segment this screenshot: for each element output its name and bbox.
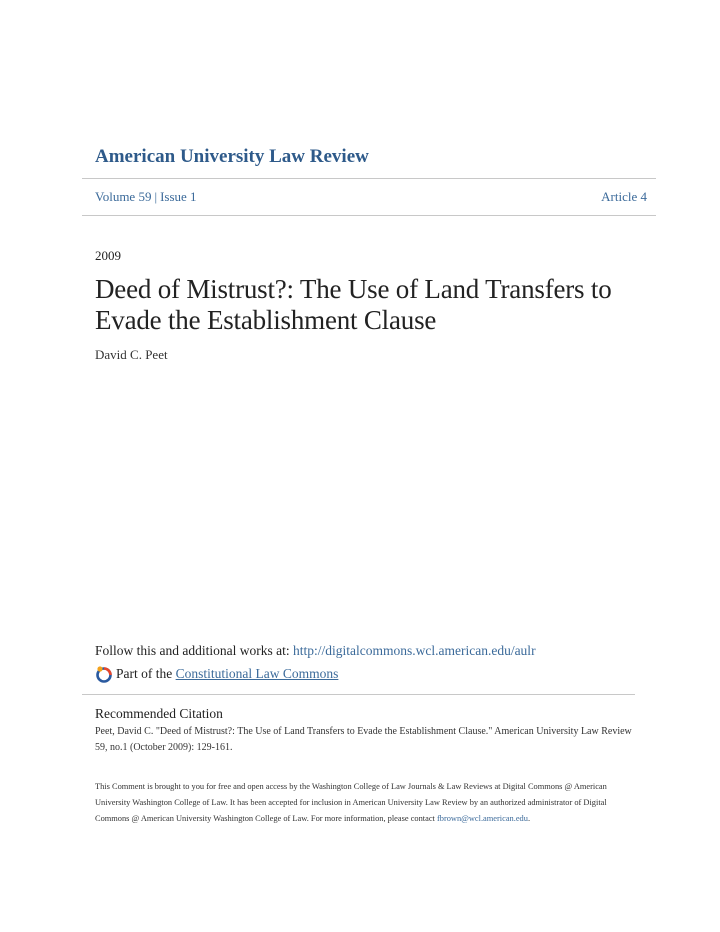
top-divider	[82, 178, 656, 179]
recommended-citation-heading: Recommended Citation	[95, 706, 223, 721]
part-of-prefix: Part of the	[116, 666, 173, 681]
volume-issue	[95, 189, 197, 205]
publication-year: 2009	[95, 248, 121, 263]
volume-link[interactable]: Volume 59	[95, 189, 152, 204]
follow-prefix: Follow this and additional works at:	[95, 643, 293, 658]
author-name: David C. Peet	[95, 347, 168, 362]
article-title-line-2: Evade the Establishment Clause	[95, 305, 437, 335]
article-number-link[interactable]: Article 4	[601, 189, 647, 204]
article-title	[95, 274, 635, 336]
notice-text: This Comment is brought to you for free and open access by the Washington College of Law Journals & Law Reviews at Digital Commons @ American University Washington College of Law. It has been accepted for inclusion in American University Law Review by an authorized administrator of Digital Commons @ American University Washington College of Law. For more information, please contact	[95, 782, 607, 823]
second-divider	[82, 215, 656, 216]
volume-issue-separator: |	[154, 189, 158, 204]
citation-divider	[82, 694, 635, 695]
contact-email-link[interactable]: fbrown@wcl.american.edu	[436, 814, 528, 823]
follow-line	[95, 643, 536, 659]
open-access-notice	[95, 779, 635, 827]
recommended-citation-text: Peet, David C. "Deed of Mistrust?: The Use of Land Transfers to Evade the Establishment Clause." American University Law Review 59, no.1 (October 2009): 129-161.	[95, 726, 632, 753]
repository-url-link[interactable]: http://digitalcommons.wcl.american.edu/aulr	[293, 643, 536, 658]
article-title-line-1: Deed of Mistrust?: The Use of Land Transfers to	[95, 274, 612, 304]
network-logo-icon	[95, 665, 113, 683]
issue-info-bar	[95, 189, 647, 205]
issue-link[interactable]: Issue 1	[160, 189, 197, 204]
constitutional-law-commons-link[interactable]: Constitutional Law Commons	[175, 666, 339, 681]
journal-title-link[interactable]: American University Law Review	[95, 146, 369, 167]
notice-suffix: .	[527, 814, 531, 823]
part-of-line	[95, 665, 338, 683]
